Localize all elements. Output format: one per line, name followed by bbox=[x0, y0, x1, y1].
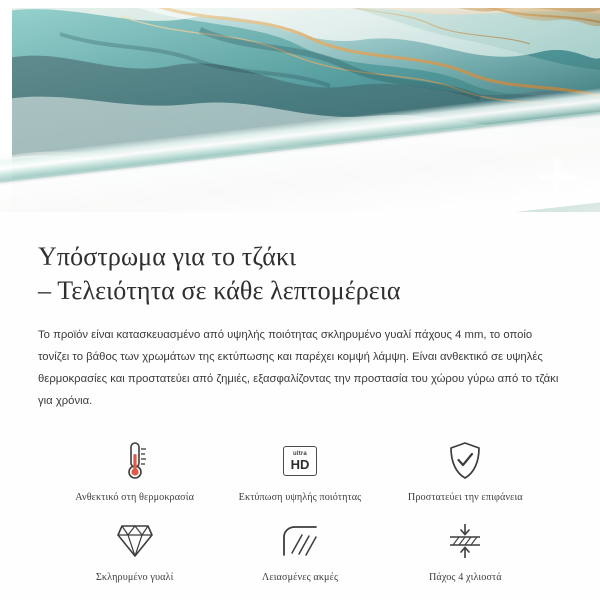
shield-check-icon bbox=[446, 438, 484, 484]
content-area bbox=[0, 212, 600, 584]
feature-item bbox=[217, 438, 382, 504]
page-title bbox=[38, 240, 562, 308]
smooth-edges-icon bbox=[280, 518, 320, 564]
thickness-arrows-icon bbox=[445, 518, 485, 564]
hero-image bbox=[0, 0, 600, 212]
hero-top-margin bbox=[0, 0, 600, 8]
badge-ultra-text: ultra bbox=[292, 450, 307, 457]
feature-label: Σκληρυμένο γυαλί bbox=[95, 571, 174, 583]
description-paragraph: Το προϊόν είναι κατασκευασμένο από υψηλής ποιότητας σκληρυμένο γυαλί πάχους 4 mm, το οποίο τονίζει το βάθος των χρωμάτων της εκτύπωσης και παρέχει κομψή λάμψη. Είναι ανθεκτικό σε υψηλές θερμοκρασίες και προστατεύει από ζημιές, εξασφαλίζοντας την προστασία του χώρου γύρω από το τζάκι για χρόνια. bbox=[38, 328, 559, 407]
feature-item bbox=[52, 438, 217, 504]
headline-line-1: Υπόστρωμα για το τζάκι bbox=[38, 242, 297, 271]
feature-label: Προστατεύει την επιφάνεια bbox=[407, 491, 523, 503]
sparkle-icon bbox=[540, 160, 574, 194]
feature-label: Εκτύπωση υψηλής ποιότητας bbox=[238, 491, 362, 503]
feature-label: Πάχος 4 χιλιοστά bbox=[428, 571, 502, 583]
feature-item bbox=[52, 518, 217, 584]
thermometer-icon bbox=[118, 438, 152, 484]
badge-hd-text: HD bbox=[290, 456, 310, 472]
ultra-hd-badge-icon bbox=[283, 438, 317, 484]
feature-grid bbox=[38, 438, 562, 585]
feature-item bbox=[217, 518, 382, 584]
feature-item bbox=[383, 438, 548, 504]
feature-label: Ανθεκτικό στη θερμοκρασία bbox=[75, 491, 195, 503]
feature-label: Λειασμένες ακμές bbox=[261, 571, 339, 583]
headline-line-2: – Τελειότητα σε κάθε λεπτομέρεια bbox=[38, 275, 401, 305]
feature-item bbox=[383, 518, 548, 584]
diamond-icon bbox=[114, 518, 156, 564]
